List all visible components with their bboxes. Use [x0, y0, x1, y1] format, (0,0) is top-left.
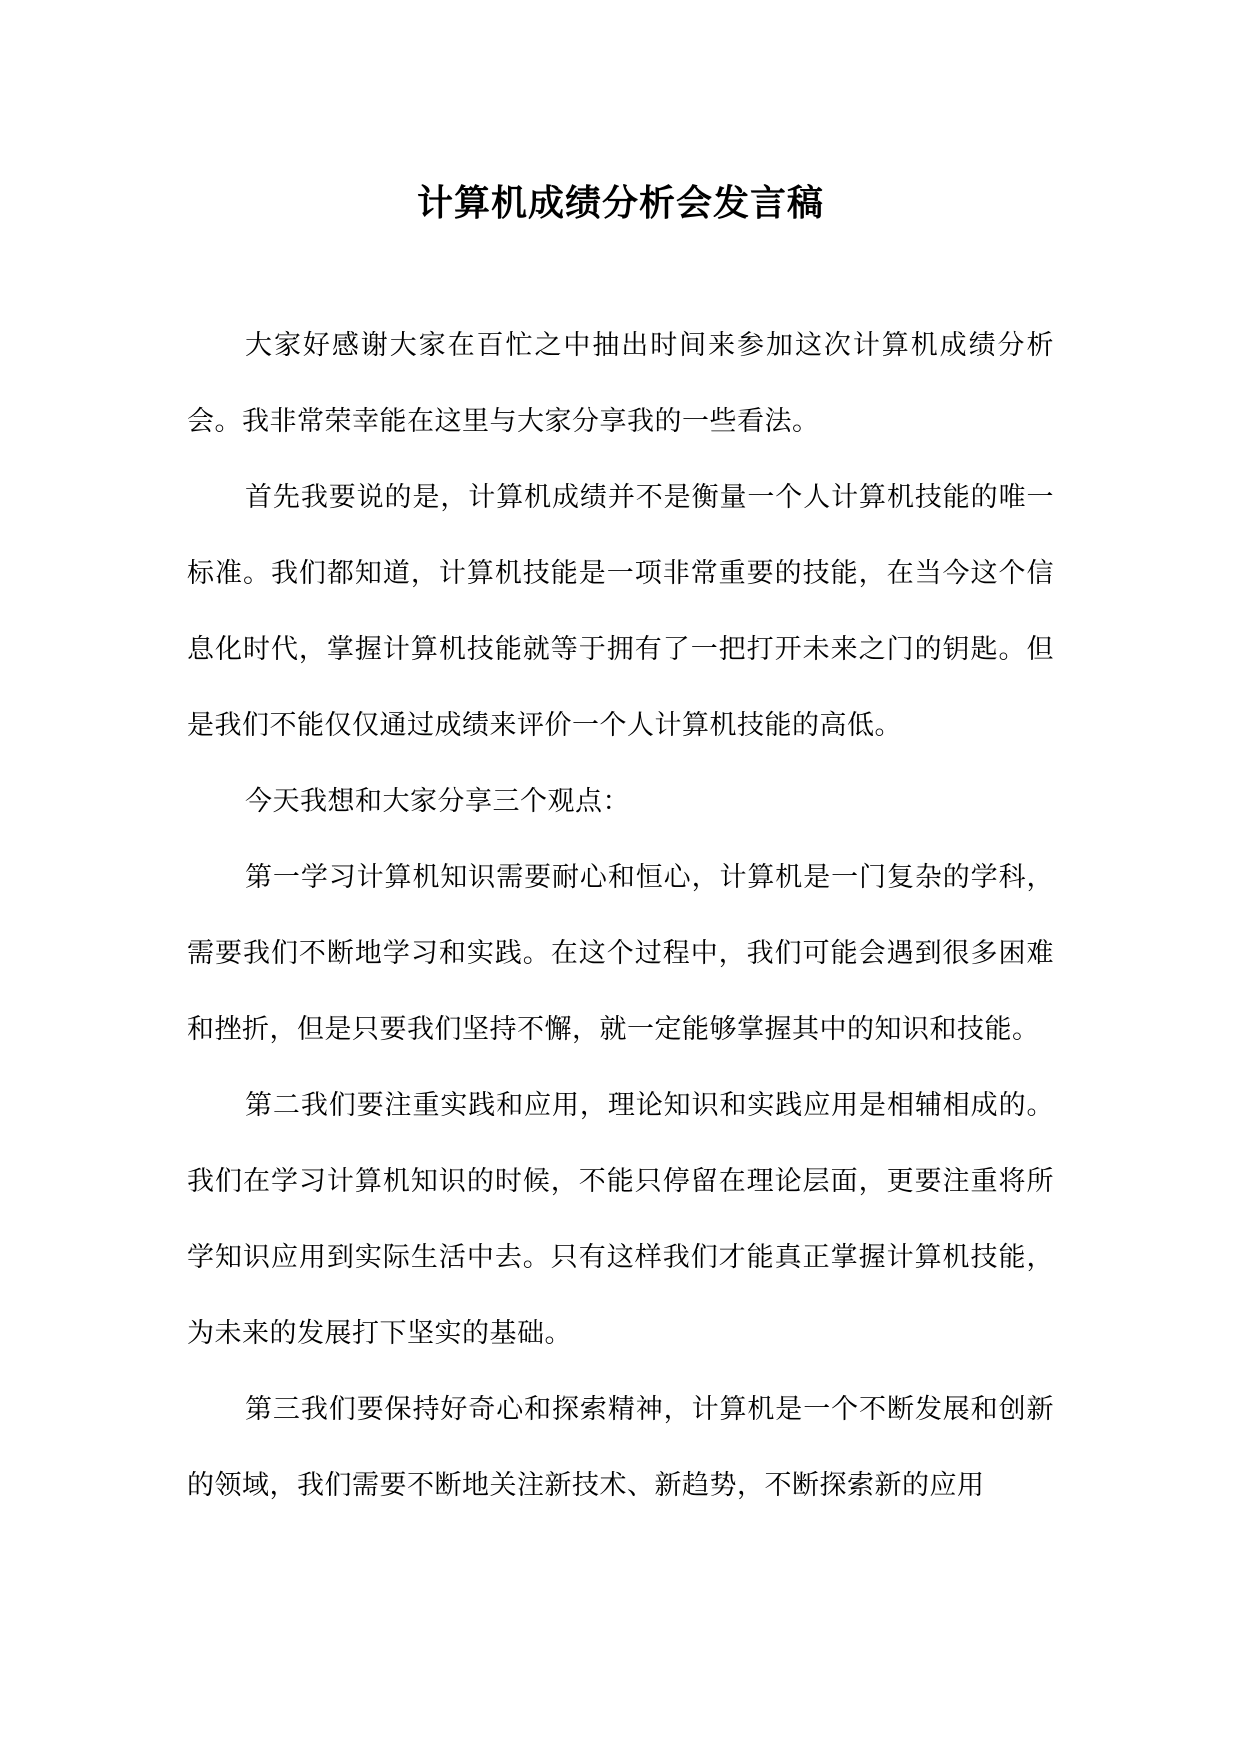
paragraph: 第一学习计算机知识需要耐心和恒心，计算机是一门复杂的学科，需要我们不断地学习和实践。在这个过程中，我们可能会遇到很多困难和挫折，但是只要我们坚持不懈，就一定能够掌握其中的知识和技能。 [187, 862, 1054, 1045]
paragraph: 今天我想和大家分享三个观点： [245, 786, 630, 817]
paragraph: 首先我要说的是，计算机成绩并不是衡量一个人计算机技能的唯一标准。我们都知道，计算机技能是一项非常重要的技能，在当今这个信息化时代，掌握计算机技能就等于拥有了一把打开未来之门的钥匙。但是我们不能仅仅通过成绩来评价一个人计算机技能的高低。 [187, 482, 1054, 741]
paragraph: 第二我们要注重实践和应用，理论知识和实践应用是相辅相成的。我们在学习计算机知识的时候，不能只停留在理论层面，更要注重将所学知识应用到实际生活中去。只有这样我们才能真正掌握计算机技能，为未来的发展打下坚实的基础。 [187, 1090, 1054, 1349]
paragraph: 第三我们要保持好奇心和探索精神，计算机是一个不断发展和创新的领域，我们需要不断地关注新技术、新趋势，不断探索新的应用 [187, 1394, 1054, 1501]
document-title: 计算机成绩分析会发言稿 [416, 183, 824, 224]
document-body [187, 308, 1054, 1524]
paragraph: 大家好感谢大家在百忙之中抽出时间来参加这次计算机成绩分析会。我非常荣幸能在这里与大家分享我的一些看法。 [187, 330, 1054, 437]
